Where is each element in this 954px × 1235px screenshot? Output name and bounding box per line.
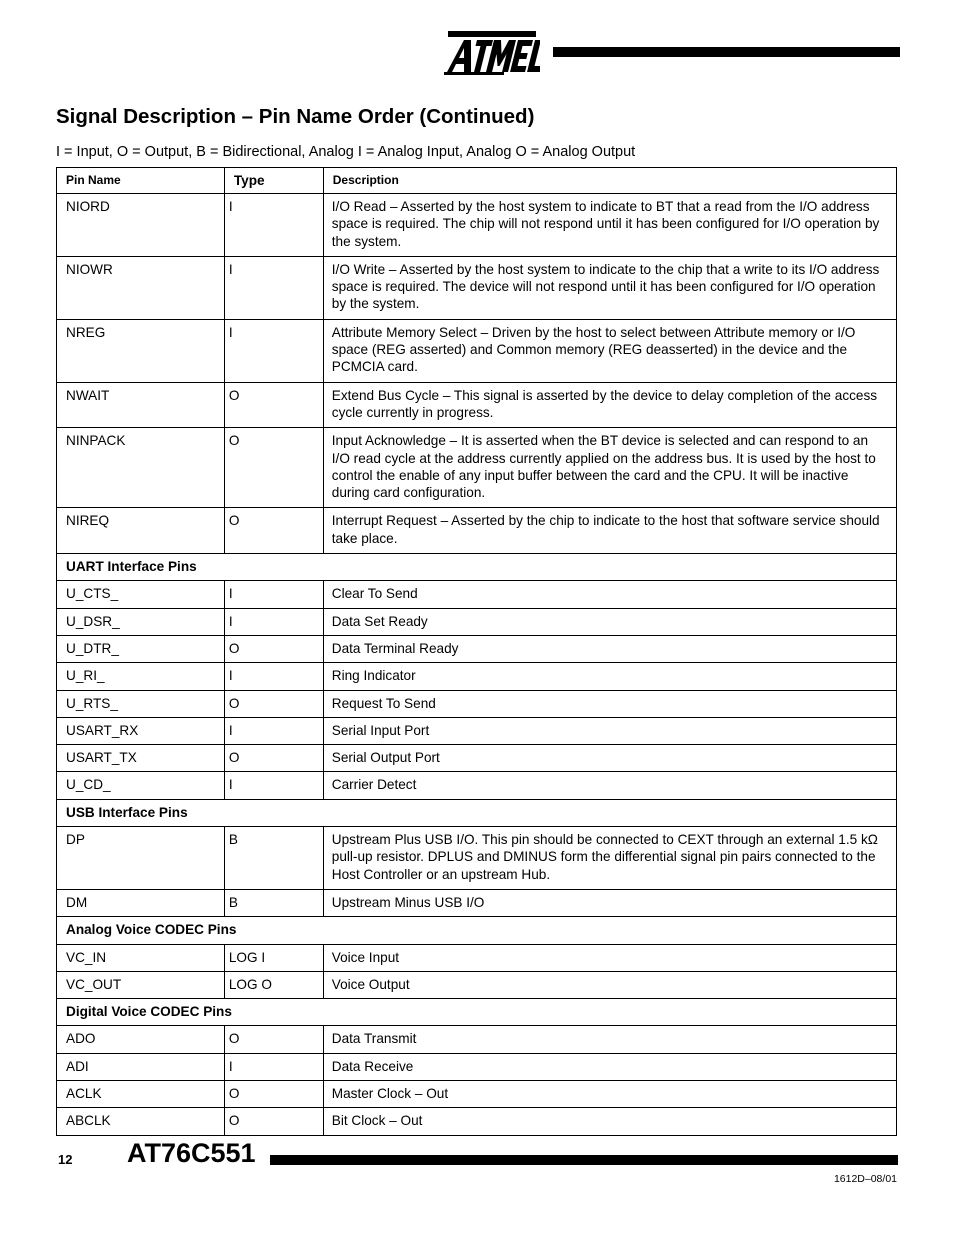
pin-name-cell: ADO (57, 1026, 225, 1053)
pin-name-cell: DP (57, 827, 225, 890)
table-row (57, 690, 897, 717)
table-row (57, 581, 897, 608)
type-cell: O (224, 508, 323, 554)
header-rule (553, 47, 900, 57)
table-row (57, 772, 897, 799)
description-cell: Bit Clock – Out (323, 1108, 896, 1135)
table-row (57, 428, 897, 508)
description-cell: Data Terminal Ready (323, 635, 896, 662)
table-header-row (57, 168, 897, 194)
description-cell: Upstream Plus USB I/O. This pin should be connected to CEXT through an external 1.5 kΩ pull-up resistor. DPLUS and DMINUS form the differential signal pin pairs connected to the Host Controller or an upstream Hub. (323, 827, 896, 890)
description-cell: Input Acknowledge – It is asserted when the BT device is selected and can respond to an I/O read cycle at the address currently applied on the address bus. It is used by the host to control the enable of any input buffer between the card and the CPU. It will be inactive during card configuration. (323, 428, 896, 508)
document-code: 1612D–08/01 (833, 1173, 897, 1185)
table-row (57, 382, 897, 428)
group-header-row (57, 799, 897, 826)
pin-name-cell: NINPACK (57, 428, 225, 508)
table-row (57, 1053, 897, 1080)
group-header-row (57, 554, 897, 581)
table-row (57, 717, 897, 744)
type-cell: O (224, 428, 323, 508)
part-number: AT76C551 (127, 1138, 256, 1168)
type-cell: O (224, 690, 323, 717)
pin-name-cell: VC_OUT (57, 971, 225, 998)
table-row (57, 1108, 897, 1135)
group-label: UART Interface Pins (57, 554, 897, 581)
description-cell: I/O Write – Asserted by the host system to indicate to the chip that a write to its I/O address space is required. The device will not respond until it has been configured for I/O operation by the system. (323, 256, 896, 319)
type-cell: O (224, 745, 323, 772)
pin-name-cell: U_RI_ (57, 663, 225, 690)
type-cell: I (224, 319, 323, 382)
description-cell: Interrupt Request – Asserted by the chip to indicate to the host that software service should take place. (323, 508, 896, 554)
pin-name-cell: VC_IN (57, 944, 225, 971)
type-cell: I (224, 256, 323, 319)
group-label: Analog Voice CODEC Pins (57, 917, 897, 944)
type-cell: LOG O (224, 971, 323, 998)
type-cell: O (224, 1026, 323, 1053)
pin-name-cell: NIOWR (57, 256, 225, 319)
table-row (57, 745, 897, 772)
type-cell: O (224, 1080, 323, 1107)
pin-name-cell: U_DSR_ (57, 608, 225, 635)
table-row (57, 971, 897, 998)
table-row (57, 1080, 897, 1107)
pin-name-cell: ADI (57, 1053, 225, 1080)
type-cell: B (224, 827, 323, 890)
description-cell: Request To Send (323, 690, 896, 717)
type-cell: I (224, 663, 323, 690)
table-row (57, 635, 897, 662)
table-row (57, 608, 897, 635)
pin-name-cell: NIORD (57, 194, 225, 257)
pin-name-cell: U_DTR_ (57, 635, 225, 662)
description-cell: Master Clock – Out (323, 1080, 896, 1107)
group-label: USB Interface Pins (57, 799, 897, 826)
table-row (57, 1026, 897, 1053)
pin-name-cell: ABCLK (57, 1108, 225, 1135)
type-cell: I (224, 772, 323, 799)
table-row (57, 508, 897, 554)
group-header-row (57, 917, 897, 944)
type-legend: I = Input, O = Output, B = Bidirectional, Analog I = Analog Input, Analog O = Analog Output (56, 144, 636, 160)
pin-name-cell: USART_TX (57, 745, 225, 772)
footer-rule (270, 1155, 898, 1165)
table-row (57, 319, 897, 382)
table-row (57, 256, 897, 319)
column-header-type: Type (224, 168, 323, 194)
description-cell: Data Transmit (323, 1026, 896, 1053)
description-cell: Ring Indicator (323, 663, 896, 690)
column-header-pin-name: Pin Name (57, 168, 225, 194)
description-cell: Voice Output (323, 971, 896, 998)
section-title: Signal Description – Pin Name Order (Continued) (56, 105, 535, 128)
pin-name-cell: U_CTS_ (57, 581, 225, 608)
signal-description-table (56, 167, 897, 1136)
description-cell: Serial Output Port (323, 745, 896, 772)
description-cell: Voice Input (323, 944, 896, 971)
group-label: Digital Voice CODEC Pins (57, 999, 897, 1026)
pin-name-cell: U_RTS_ (57, 690, 225, 717)
type-cell: O (224, 382, 323, 428)
type-cell: O (224, 635, 323, 662)
description-cell: Clear To Send (323, 581, 896, 608)
type-cell: LOG I (224, 944, 323, 971)
table-row (57, 889, 897, 916)
table-row (57, 194, 897, 257)
page-number: 12 (58, 1152, 73, 1167)
pin-name-cell: NWAIT (57, 382, 225, 428)
group-header-row (57, 999, 897, 1026)
atmel-logo (440, 28, 540, 78)
pin-name-cell: DM (57, 889, 225, 916)
table-row (57, 944, 897, 971)
table-body (57, 194, 897, 1136)
description-cell: Extend Bus Cycle – This signal is asserted by the device to delay completion of the access cycle currently in progress. (323, 382, 896, 428)
type-cell: I (224, 717, 323, 744)
column-header-description: Description (323, 168, 896, 194)
type-cell: I (224, 608, 323, 635)
pin-name-cell: U_CD_ (57, 772, 225, 799)
type-cell: I (224, 194, 323, 257)
description-cell: Upstream Minus USB I/O (323, 889, 896, 916)
description-cell: Data Set Ready (323, 608, 896, 635)
pin-name-cell: NIREQ (57, 508, 225, 554)
table-row (57, 663, 897, 690)
pin-name-cell: USART_RX (57, 717, 225, 744)
type-cell: I (224, 1053, 323, 1080)
description-cell: Carrier Detect (323, 772, 896, 799)
type-cell: B (224, 889, 323, 916)
description-cell: Serial Input Port (323, 717, 896, 744)
type-cell: I (224, 581, 323, 608)
pin-name-cell: ACLK (57, 1080, 225, 1107)
description-cell: Data Receive (323, 1053, 896, 1080)
description-cell: Attribute Memory Select – Driven by the host to select between Attribute memory or I/O space (REG asserted) and Common memory (REG deasserted) in the device and the PCMCIA card. (323, 319, 896, 382)
table-row (57, 827, 897, 890)
type-cell: O (224, 1108, 323, 1135)
pin-name-cell: NREG (57, 319, 225, 382)
description-cell: I/O Read – Asserted by the host system to indicate to BT that a read from the I/O address space is required. The chip will not respond until it has been configured for I/O operation by the system. (323, 194, 896, 257)
